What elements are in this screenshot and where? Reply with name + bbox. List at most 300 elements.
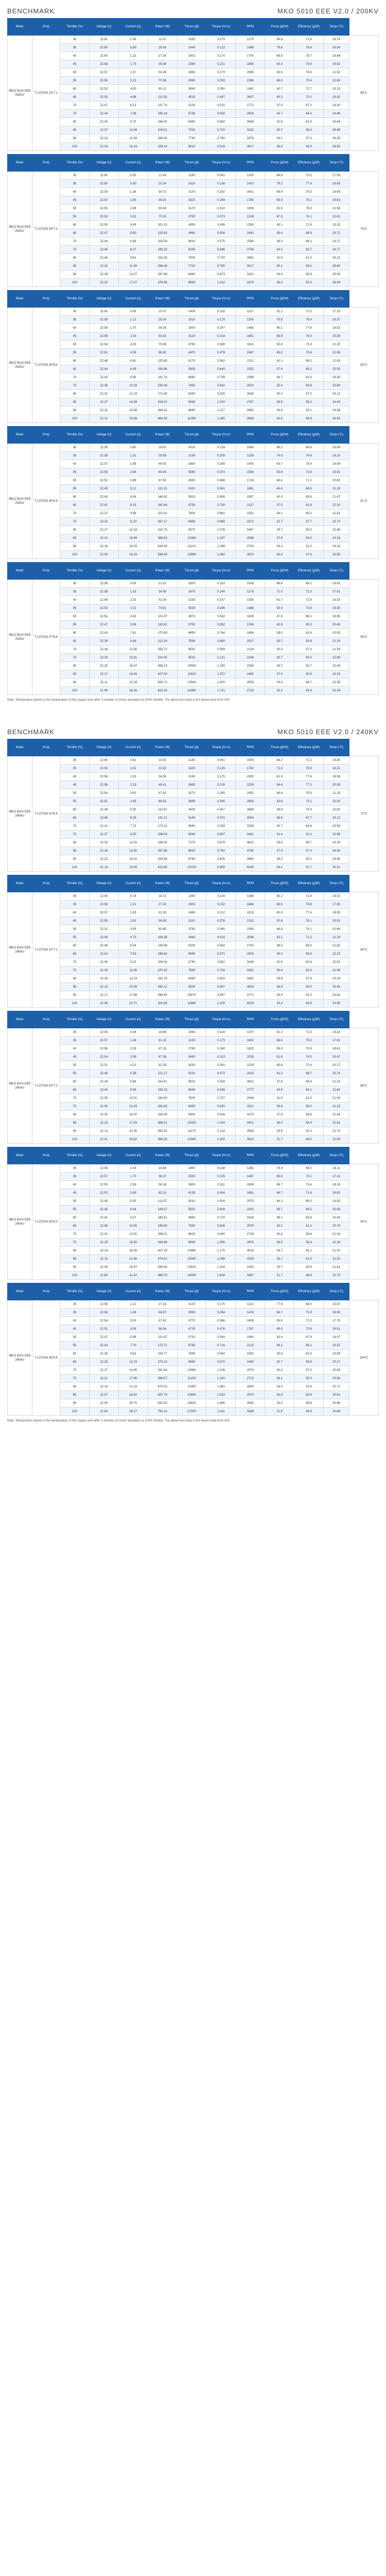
value-cell: 1.36 — [118, 188, 148, 196]
value-cell: 26.26 — [324, 134, 349, 143]
prop-cell: T-LOTON 23*7.1 — [32, 36, 60, 151]
value-cell: 20.89 — [324, 1408, 349, 1416]
table-row — [8, 917, 379, 925]
value-cell: 23.39 — [324, 374, 349, 382]
value-cell: 92.29 — [148, 1061, 177, 1070]
value-cell: 36.1 — [265, 1214, 294, 1222]
value-cell: 500.98 — [148, 999, 177, 1008]
value-cell: 21.29 — [324, 637, 349, 646]
table-row — [8, 308, 379, 316]
value-cell: 22.45 — [89, 814, 118, 822]
table-row — [8, 1350, 379, 1358]
value-cell: 51.9 — [294, 1255, 324, 1263]
value-cell: 422.65 — [148, 863, 177, 872]
value-cell: 100 — [60, 1136, 90, 1144]
value-cell: 2388 — [236, 374, 265, 382]
value-cell: 26.6 — [265, 143, 294, 151]
value-cell: 2190 — [177, 452, 206, 460]
value-cell: 85 — [60, 670, 90, 679]
value-cell: 21.92 — [89, 1272, 118, 1280]
value-cell: 59.8 — [294, 382, 324, 390]
value-cell: 9.82 — [118, 1350, 148, 1358]
value-cell: 3622 — [236, 839, 265, 847]
value-cell: 10880 — [177, 1247, 206, 1255]
value-cell: 76.0 — [294, 205, 324, 213]
value-cell: 75 — [60, 1239, 90, 1247]
value-cell: 17.15 — [324, 308, 349, 316]
value-cell: 25.44 — [324, 118, 349, 126]
value-cell: 60 — [60, 1350, 90, 1358]
value-cell: 79.31 — [148, 213, 177, 221]
table-row — [8, 324, 379, 332]
value-cell: 70.58 — [148, 77, 177, 85]
table-header-row — [8, 155, 379, 172]
value-cell: 20.39 — [324, 332, 349, 341]
value-cell: 22.44 — [89, 238, 118, 246]
value-cell: 0.968 — [206, 518, 236, 526]
prop-cell: T-LOTON 27*8.8 — [32, 580, 60, 695]
table-row — [8, 814, 379, 822]
value-cell: 3256 — [236, 822, 265, 831]
value-cell: 87.60 — [148, 477, 177, 485]
value-cell: 10220 — [177, 863, 206, 872]
value-cell: 0.221 — [206, 60, 236, 69]
value-cell: 0.289 — [206, 460, 236, 468]
value-cell: 70 — [60, 510, 90, 518]
value-cell: 65.6 — [294, 493, 324, 501]
value-cell: 100 — [60, 415, 90, 423]
value-cell: 22.28 — [89, 270, 118, 279]
value-cell: 37.6 — [265, 365, 294, 374]
value-cell: 22.43 — [89, 1342, 118, 1350]
value-cell: 3750 — [177, 213, 206, 221]
value-cell: 1.492 — [206, 551, 236, 559]
table-row — [8, 822, 379, 831]
value-cell: 0.562 — [206, 357, 236, 365]
value-cell: 22.57 — [89, 1173, 118, 1181]
value-cell: 50 — [60, 789, 90, 798]
value-cell: 339.24 — [148, 143, 177, 151]
value-cell: 1913 — [236, 909, 265, 917]
value-cell: 94.8 — [265, 36, 294, 44]
value-cell: 70 — [60, 101, 90, 110]
value-cell: 22.55 — [89, 917, 118, 925]
value-cell: 98.82 — [148, 349, 177, 357]
table-row — [8, 1164, 379, 1173]
value-cell: 6.64 — [118, 1206, 148, 1214]
value-cell: 0.84 — [118, 1028, 148, 1037]
prop-cell: T-LOTON 24*7.2 — [32, 1028, 60, 1144]
value-cell: 35 — [60, 1309, 90, 1317]
value-cell: 50 — [60, 1061, 90, 1070]
value-cell: 24.60 — [324, 847, 349, 855]
value-cell: 27.32 — [148, 1300, 177, 1309]
column-header: Current (A) — [118, 155, 148, 172]
value-cell: 94.9 — [265, 172, 294, 180]
value-cell: 3.69 — [118, 1189, 148, 1197]
value-cell: 26.49 — [324, 279, 349, 287]
value-cell: 61.7 — [265, 596, 294, 604]
value-cell: 22.40 — [89, 1086, 118, 1094]
table-row — [8, 646, 379, 654]
column-header: Voltage (V) — [89, 155, 118, 172]
table-row — [8, 1255, 379, 1263]
value-cell: 14.18 — [118, 526, 148, 534]
value-cell: 1.21 — [118, 1300, 148, 1309]
value-cell: 23.2 — [265, 687, 294, 695]
value-cell: 70 — [60, 1230, 90, 1239]
value-cell: 24.40 — [324, 398, 349, 406]
value-cell: 6540 — [177, 831, 206, 839]
value-cell: 50.8 — [294, 1391, 324, 1399]
value-cell: 34.1 — [265, 510, 294, 518]
value-cell: 72.4 — [294, 1061, 324, 1070]
value-cell: 3230 — [177, 596, 206, 604]
section-header — [0, 721, 386, 739]
value-cell: 22.45 — [89, 493, 118, 501]
value-cell: 568.30 — [148, 1136, 177, 1144]
value-cell: 48.0 — [265, 77, 294, 85]
value-cell: 4500 — [177, 806, 206, 814]
table-row — [8, 1070, 379, 1078]
value-cell: 16.93 — [324, 1309, 349, 1317]
value-cell: 1.020 — [206, 398, 236, 406]
value-cell: 1910 — [177, 316, 206, 324]
column-header: Throttle (%) — [60, 1283, 90, 1300]
value-cell: 22.59 — [89, 1028, 118, 1037]
value-cell: 173.23 — [148, 822, 177, 831]
value-cell: 10.29 — [118, 382, 148, 390]
value-cell: 61.9 — [294, 118, 324, 126]
value-cell: 54.1 — [294, 1247, 324, 1255]
column-header: Temp (°C) — [324, 19, 349, 36]
value-cell: 3780 — [177, 341, 206, 349]
value-cell: 273.10 — [148, 1358, 177, 1366]
value-cell: 22.23 — [89, 855, 118, 863]
value-cell: 18.07 — [148, 444, 177, 452]
value-cell: 1610 — [177, 180, 206, 188]
value-cell: 100 — [60, 863, 90, 872]
value-cell: 9.22 — [118, 958, 148, 967]
value-cell: 1.175 — [206, 1247, 236, 1255]
value-cell: 1.121 — [206, 654, 236, 662]
value-cell: 5110 — [177, 485, 206, 493]
column-header: Power (W) — [148, 875, 177, 892]
value-cell: 64.4 — [294, 110, 324, 118]
value-cell: 100 — [60, 1408, 90, 1416]
value-cell: 22.34 — [89, 646, 118, 654]
value-cell: 29.1 — [265, 134, 294, 143]
value-cell: 0.571 — [206, 950, 236, 958]
value-cell: 58.18 — [148, 1181, 177, 1189]
value-cell: 71.1 — [294, 477, 324, 485]
value-cell: 2100 — [177, 188, 206, 196]
value-cell: 1305 — [236, 316, 265, 324]
value-cell: 22.47 — [89, 101, 118, 110]
value-cell: 0.212 — [206, 909, 236, 917]
column-header: Motor — [8, 1283, 32, 1300]
value-cell: 2.19 — [118, 781, 148, 789]
table-row — [8, 110, 379, 118]
value-cell: 28.6 — [265, 975, 294, 983]
value-cell: 11940 — [177, 1255, 206, 1263]
value-cell: 22.47 — [89, 1333, 118, 1342]
value-cell: 5720 — [177, 1333, 206, 1342]
value-cell: 125.83 — [148, 229, 177, 238]
table-row — [8, 580, 379, 588]
value-cell: 0.138 — [206, 180, 236, 188]
value-cell: 23.48 — [148, 1164, 177, 1173]
value-cell: 19.48 — [324, 52, 349, 60]
value-cell: 0.081 — [206, 756, 236, 765]
column-header: Throttle (%) — [60, 155, 90, 172]
value-cell: 548.63 — [148, 1263, 177, 1272]
value-cell: 0.404 — [206, 1189, 236, 1197]
value-cell: 2443 — [236, 229, 265, 238]
value-cell: 74.5 — [294, 1053, 324, 1061]
value-cell: 55.8 — [265, 1317, 294, 1325]
value-cell: 0.209 — [206, 452, 236, 460]
value-cell: 40 — [60, 460, 90, 468]
value-cell: 2704 — [236, 543, 265, 551]
column-header: RPM — [236, 291, 265, 308]
column-header: Force (gf/W) — [265, 875, 294, 892]
value-cell: 30.7 — [265, 654, 294, 662]
value-cell: 4720 — [177, 1325, 206, 1333]
value-cell: 1390 — [177, 892, 206, 901]
table-row — [8, 52, 379, 60]
value-cell: 0.580 — [206, 110, 236, 118]
value-cell: 35 — [60, 901, 90, 909]
value-cell: 0.473 — [206, 1070, 236, 1078]
value-cell: 2112 — [236, 357, 265, 365]
value-cell: 7530 — [177, 967, 206, 975]
value-cell: 1.245 — [206, 662, 236, 670]
value-cell: 7720 — [177, 262, 206, 270]
column-header: Force (gf/W) — [265, 1147, 294, 1164]
value-cell: 3.00 — [118, 789, 148, 798]
value-cell: 0.607 — [206, 831, 236, 839]
value-cell: 22.56 — [89, 781, 118, 789]
value-cell: 6.29 — [118, 814, 148, 822]
value-cell: 0.178 — [206, 316, 236, 324]
column-header: Efficiency (g/W) — [294, 19, 324, 36]
value-cell: 0.337 — [206, 596, 236, 604]
table-row — [8, 1173, 379, 1181]
value-cell: 22.54 — [89, 341, 118, 349]
value-cell: 6660 — [177, 374, 206, 382]
value-cell: 22.11 — [89, 679, 118, 687]
value-cell: 17.24 — [324, 1173, 349, 1181]
value-cell: 1180 — [177, 756, 206, 765]
table-row — [8, 806, 379, 814]
value-cell: 73.3 — [294, 341, 324, 349]
value-cell: 427.00 — [148, 670, 177, 679]
value-cell: 69.2 — [294, 1164, 324, 1173]
value-cell: 7580 — [177, 637, 206, 646]
value-cell: 0.091 — [206, 172, 236, 180]
value-cell: 54.0 — [265, 604, 294, 613]
value-cell: 0.652 — [206, 621, 236, 629]
column-header: Temp (°C) — [324, 563, 349, 580]
value-cell: 792.14 — [148, 1408, 177, 1416]
value-cell: 407.19 — [148, 1247, 177, 1255]
value-cell: 0.830 — [206, 382, 236, 390]
value-cell: 65 — [60, 229, 90, 238]
value-cell: 219.35 — [148, 254, 177, 262]
value-cell: 34.7 — [265, 110, 294, 118]
value-cell: 20.39 — [324, 781, 349, 789]
value-cell: 21.26 — [324, 1239, 349, 1247]
value-cell: 90 — [60, 991, 90, 999]
value-cell: 22.37 — [89, 126, 118, 134]
value-cell: 3017 — [236, 262, 265, 270]
value-cell: 45 — [60, 781, 90, 789]
value-cell: 22.54 — [89, 604, 118, 613]
value-cell: 0.842 — [206, 1350, 236, 1358]
value-cell: 15.50 — [118, 1239, 148, 1247]
value-cell: 5170 — [177, 357, 206, 365]
value-cell: 70 — [60, 646, 90, 654]
value-cell: 40 — [60, 596, 90, 604]
value-cell: 0.170 — [206, 52, 236, 60]
table-row — [8, 382, 379, 390]
value-cell: 22.54 — [89, 789, 118, 798]
value-cell: 77.4 — [294, 909, 324, 917]
value-cell: 7.73 — [118, 822, 148, 831]
value-cell: 2360 — [177, 60, 206, 69]
value-cell: 22.60 — [89, 52, 118, 60]
value-cell: 0.55 — [118, 172, 148, 180]
value-cell: 389.01 — [148, 1119, 177, 1127]
table-row — [8, 77, 379, 85]
value-cell: 22.25 — [89, 1239, 118, 1247]
value-cell: 16.89 — [324, 444, 349, 452]
value-cell: 3232 — [236, 126, 265, 134]
value-cell: 22.73 — [324, 518, 349, 526]
value-cell: 44.4 — [265, 485, 294, 493]
value-cell: 22.7 — [265, 1136, 294, 1144]
value-cell: 156.86 — [148, 365, 177, 374]
value-cell: 60.0 — [265, 909, 294, 917]
value-cell: 1787 — [236, 1325, 265, 1333]
value-cell: 96.34 — [148, 1325, 177, 1333]
column-header: Efficiency (g/W) — [294, 427, 324, 444]
value-cell: 133.92 — [148, 621, 177, 629]
value-cell: 24.12 — [324, 390, 349, 398]
value-cell: 27.0 — [265, 670, 294, 679]
value-cell: 22.44 — [89, 110, 118, 118]
value-cell: 3064 — [236, 814, 265, 822]
value-cell: 113.57 — [148, 1197, 177, 1206]
value-cell: 46.8 — [265, 925, 294, 934]
value-cell: 67.39 — [148, 1053, 177, 1061]
value-cell: 0.49 — [118, 36, 148, 44]
column-header: Current (A) — [118, 19, 148, 36]
value-cell: 75.5 — [294, 789, 324, 798]
table-row — [8, 1342, 379, 1350]
value-cell: 2.09 — [118, 1045, 148, 1053]
column-header: Force (gf/W) — [265, 427, 294, 444]
value-cell: 40 — [60, 1181, 90, 1189]
value-cell: 30 — [60, 1028, 90, 1037]
temperature-cell: 99°C — [349, 580, 379, 695]
value-cell: 77.6 — [265, 1300, 294, 1309]
value-cell: 2125 — [236, 1342, 265, 1350]
value-cell: 2120 — [177, 1300, 206, 1309]
value-cell: 65 — [60, 93, 90, 101]
value-cell: 90 — [60, 1399, 90, 1408]
value-cell: 11510 — [177, 670, 206, 679]
value-cell: 2419 — [236, 1070, 265, 1078]
value-cell: 22.30 — [89, 1103, 118, 1111]
value-cell: 2.99 — [118, 1053, 148, 1061]
column-header: RPM — [236, 427, 265, 444]
value-cell: 31.42 — [118, 1272, 148, 1280]
column-header: Voltage (V) — [89, 1147, 118, 1164]
value-cell: 1.500 — [206, 679, 236, 687]
value-cell: 76.1 — [294, 917, 324, 925]
table-row — [8, 1247, 379, 1255]
table-row — [8, 679, 379, 687]
value-cell: 28.5 — [265, 1239, 294, 1247]
value-cell: 22.74 — [324, 1127, 349, 1136]
value-cell: 112.05 — [148, 93, 177, 101]
table-row — [8, 1230, 379, 1239]
value-cell: 0.715 — [206, 1214, 236, 1222]
value-cell: 1959 — [236, 205, 265, 213]
value-cell: 1.298 — [206, 543, 236, 551]
value-cell: 41.30 — [148, 909, 177, 917]
value-cell: 57.3 — [294, 1366, 324, 1375]
value-cell: 310.05 — [148, 654, 177, 662]
value-cell: 1238 — [236, 452, 265, 460]
value-cell: 85 — [60, 262, 90, 270]
motor-cell: MKO 5010 EEE 240KV — [8, 756, 32, 872]
table-row — [8, 143, 379, 151]
value-cell: 19.55 — [324, 1197, 349, 1206]
column-header: Prop — [32, 1147, 60, 1164]
value-cell: 1.83 — [118, 909, 148, 917]
value-cell: 8780 — [177, 855, 206, 863]
column-header: Voltage (V) — [89, 427, 118, 444]
value-cell: 67.62 — [148, 1317, 177, 1325]
table-row — [8, 1222, 379, 1230]
column-header: Efficiency (g/W) — [294, 875, 324, 892]
value-cell: 26.9 — [265, 983, 294, 991]
brand-label: BENCHMARK — [7, 728, 55, 736]
value-cell: 90 — [60, 543, 90, 551]
value-cell: 35 — [60, 180, 90, 188]
value-cell: 37.0 — [265, 501, 294, 510]
value-cell: 3617 — [236, 143, 265, 151]
motor-cell: MKO 5010 EEE 200KV — [8, 580, 32, 695]
value-cell: 58.6 — [294, 1230, 324, 1239]
value-cell: 71.9 — [294, 1309, 324, 1317]
value-cell: 45 — [60, 1053, 90, 1061]
value-cell: 14.28 — [118, 398, 148, 406]
value-cell: 3090 — [236, 1399, 265, 1408]
value-cell: 8250 — [177, 390, 206, 398]
value-cell: 234.90 — [148, 1094, 177, 1103]
column-header: Temp (°C) — [324, 291, 349, 308]
column-header: Prop — [32, 1283, 60, 1300]
value-cell: 29.58 — [148, 452, 177, 460]
table-row — [8, 1317, 379, 1325]
table-row — [8, 36, 379, 44]
value-cell: 2740 — [236, 942, 265, 950]
value-cell: 24.40 — [324, 101, 349, 110]
